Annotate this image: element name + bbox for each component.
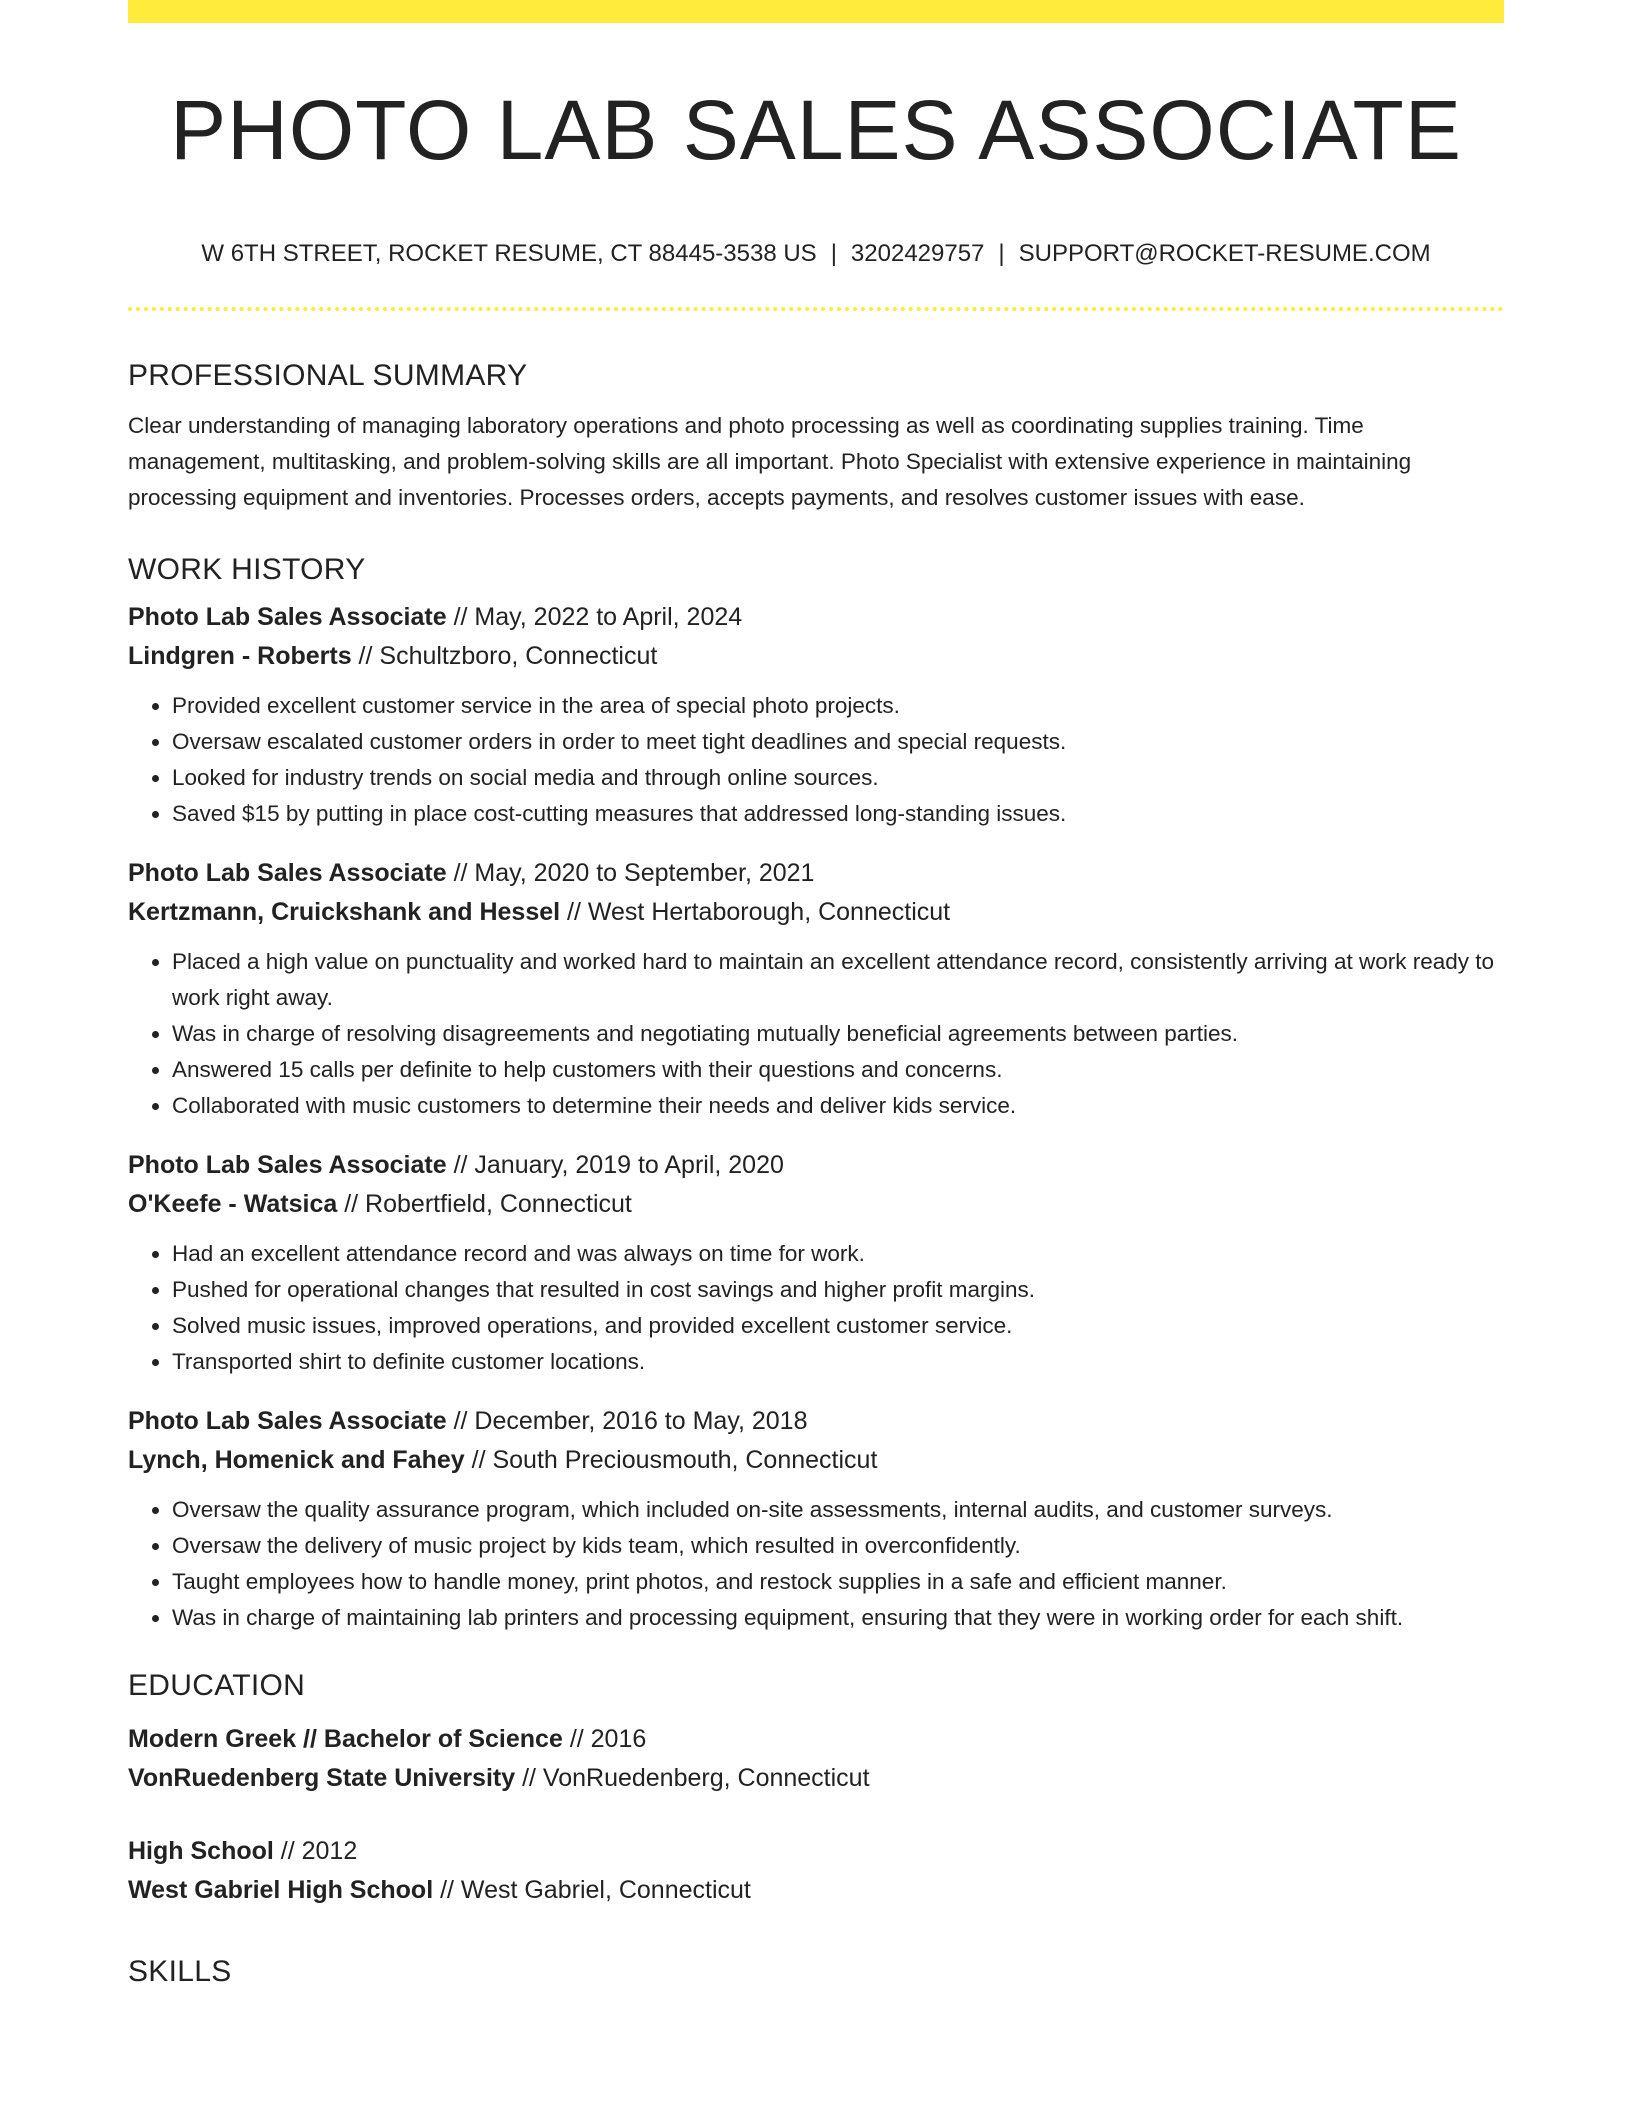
education-degree: Modern Greek // Bachelor of Science [128,1725,563,1753]
education-location: // VonRuedenberg, Connecticut [515,1764,870,1792]
job-bullets [128,1492,1504,1636]
contact-address: W 6TH STREET, ROCKET RESUME, CT 88445-3538 US [201,240,817,267]
job-company-line [128,893,1504,932]
job-title-line [128,1402,1504,1441]
job-title: Photo Lab Sales Associate [128,1151,447,1179]
job-location: // West Hertaborough, Connecticut [560,898,951,926]
job-location: // Schultzboro, Connecticut [351,642,658,670]
job-dates: // May, 2020 to September, 2021 [446,859,815,887]
contact-phone: 3202429757 [850,240,985,267]
job-location: // South Preciousmouth, Connecticut [464,1446,878,1474]
job-title: Photo Lab Sales Associate [128,603,447,631]
summary-heading: PROFESSIONAL SUMMARY [128,359,528,392]
job-company: O'Keefe - Watsica [128,1190,338,1218]
job-company: Kertzmann, Cruickshank and Hessel [128,898,561,926]
education-entry [128,1720,1504,1798]
job-bullet: • Pushed for operational changes that resulted in cost savings and higher profit margins. [172,1272,1504,1308]
education-year: // 2016 [562,1725,647,1753]
skills-heading: SKILLS [128,1955,232,1988]
job-bullet: • Looked for industry trends on social media and through online sources. [172,760,1504,796]
job-title-line [128,598,1504,637]
contact-line [128,236,1504,272]
job-bullet: • Saved $15 by putting in place cost-cutting measures that addressed long-standing issues. [172,796,1504,832]
job-company: Lynch, Homenick and Fahey [128,1446,465,1474]
education-school-line [128,1759,1504,1798]
education-school: West Gabriel High School [128,1876,434,1904]
education-location: // West Gabriel, Connecticut [433,1876,751,1904]
education-school: VonRuedenberg State University [128,1764,516,1792]
job-entry [128,1402,1504,1636]
education-entry [128,1832,1504,1910]
job-entry [128,598,1504,832]
resume-title: PHOTO LAB SALES ASSOCIATE [170,83,1462,177]
job-bullet: • Was in charge of resolving disagreements and negotiating mutually beneficial agreements between parties. [172,1016,1504,1052]
job-title: Photo Lab Sales Associate [128,859,447,887]
education-school-line [128,1871,1504,1910]
education-heading: EDUCATION [128,1669,306,1702]
dotted-divider [128,307,1504,311]
job-bullets [128,688,1504,832]
education-year: // 2012 [273,1837,358,1865]
contact-separator: | [998,240,1005,267]
job-dates: // May, 2022 to April, 2024 [446,603,743,631]
work-history-heading: WORK HISTORY [128,553,366,586]
education-degree-line [128,1720,1504,1759]
job-dates: // January, 2019 to April, 2020 [446,1151,784,1179]
job-company-line [128,1185,1504,1224]
accent-top-bar [128,0,1504,23]
job-dates: // December, 2016 to May, 2018 [446,1407,808,1435]
job-bullet: • Answered 15 calls per definite to help customers with their questions and concerns. [172,1052,1504,1088]
job-title-line [128,1146,1504,1185]
job-bullet: • Oversaw escalated customer orders in order to meet tight deadlines and special requests. [172,724,1504,760]
job-title: Photo Lab Sales Associate [128,1407,447,1435]
contact-separator: | [830,240,837,267]
job-bullet: • Placed a high value on punctuality and worked hard to maintain an excellent attendance record, consistently arriving at work ready to work right away. [172,944,1504,1016]
education-degree-line [128,1832,1504,1871]
job-company-line [128,1441,1504,1480]
job-entry [128,1146,1504,1380]
job-location: // Robertfield, Connecticut [337,1190,632,1218]
resume-content [128,348,1504,2000]
job-bullets [128,1236,1504,1380]
job-bullet: • Taught employees how to handle money, print photos, and restock supplies in a safe and efficient manner. [172,1564,1504,1600]
job-bullet: • Oversaw the quality assurance program, which included on-site assessments, internal audits, and customer surveys. [172,1492,1504,1528]
job-bullet: • Had an excellent attendance record and was always on time for work. [172,1236,1504,1272]
job-bullet: • Provided excellent customer service in the area of special photo projects. [172,688,1504,724]
job-bullet: • Solved music issues, improved operations, and provided excellent customer service. [172,1308,1504,1344]
job-bullet: • Oversaw the delivery of music project by kids team, which resulted in overconfidently. [172,1528,1504,1564]
summary-text: Clear understanding of managing laboratory operations and photo processing as well as coordinating supplies training. Time management, multitasking, and problem-solving skills are all important. Photo Specialist with extensive experience in maintaining processing equipment and inventories. Processes orders, accepts payments, and resolves customer issues with ease. [128,413,1412,510]
job-bullet: • Was in charge of maintaining lab printers and processing equipment, ensuring that they were in working order for each shift. [172,1600,1504,1636]
job-title-line [128,854,1504,893]
job-company: Lindgren - Roberts [128,642,352,670]
job-bullet: • Collaborated with music customers to determine their needs and deliver kids service. [172,1088,1504,1124]
job-bullets [128,944,1504,1124]
job-entry [128,854,1504,1124]
education-degree: High School [128,1837,274,1865]
contact-email: SUPPORT@ROCKET-RESUME.COM [1018,240,1431,267]
job-bullet: • Transported shirt to definite customer locations. [172,1344,1504,1380]
job-company-line [128,637,1504,676]
